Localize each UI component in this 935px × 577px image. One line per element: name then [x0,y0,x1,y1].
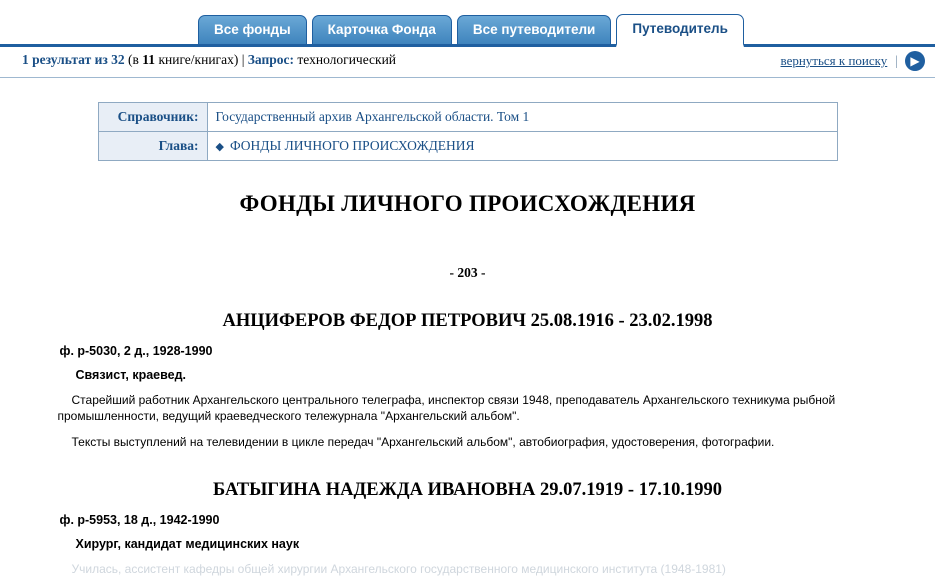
result-book-count: 11 [142,52,156,67]
result-count-suffix: книге/книгах) | [155,52,248,67]
back-to-search-link[interactable]: вернуться к поиску [780,53,888,68]
chapter-link[interactable]: ФОНДЫ ЛИЧНОГО ПРОИСХОЖДЕНИЯ [229,138,475,153]
entry-fond-info: ф. р-5953, 18 д., 1942-1990 [59,513,220,527]
tab-all-funds[interactable]: Все фонды [198,15,307,44]
page-title: ФОНДЫ ЛИЧНОГО ПРОИСХОЖДЕНИЯ [239,191,696,216]
reference-info-box [98,102,838,161]
result-bar [0,47,935,78]
page-number: - 203 - [449,265,486,280]
entry-heading: БАТЫГИНА НАДЕЖДА ИВАНОВНА 29.07.1919 - 17.10.1990 [213,480,722,500]
next-result-arrow-icon[interactable]: ▶ [905,51,925,71]
tab-fund-card[interactable]: Карточка Фонда [312,15,452,44]
entry-paragraph: Старейший работник Архангельского центрального телеграфа, инспектор связи 1948, преподаватель Архангельского техникума рыбной промышленности, ведущий краеведческого тележурнала "Архангельский альбом". [57,393,836,423]
chapter-label: Глава: [98,132,207,161]
query-value: технологический [294,52,397,67]
query-label: Запрос: [247,52,295,67]
guide-row [98,103,837,132]
entry-batygina [58,480,878,577]
guide-label: Справочник: [98,103,207,132]
entry-role: Хирург, кандидат медицинских наук [75,537,300,551]
document-body [58,161,878,577]
entry-role: Связист, краевед. [75,368,186,382]
chapter-value-cell[interactable] [207,132,837,161]
entry-heading: АНЦИФЕРОВ ФЕДОР ПЕТРОВИЧ 25.08.1916 - 23.02.1998 [222,311,713,331]
result-count: 1 результат из 32 [22,52,125,67]
result-summary [22,52,396,68]
tab-all-guides[interactable]: Все путеводители [457,15,612,44]
tab-bar [0,0,935,47]
result-bar-actions [781,51,925,71]
guide-value: Государственный архив Архангельской области. Том 1 [207,103,837,132]
tab-list [198,14,749,44]
entry-paragraph: Училась, ассистент кафедры общей хирургии Архангельского государственного медицинского института (1948-1981) [71,562,726,576]
chapter-row [98,132,837,161]
result-count-middle: (в [124,52,143,67]
entry-fond-info: ф. р-5030, 2 д., 1928-1990 [59,344,213,358]
entry-paragraph: Тексты выступлений на телевидении в цикле передач "Архангельский альбом", автобиография, удостоверения, фотографии. [71,435,775,449]
separator: | [895,53,898,68]
diamond-bullet-icon: ◆ [215,141,224,153]
entry-anciferov [58,311,878,450]
tab-guide[interactable]: Путеводитель [616,14,744,47]
